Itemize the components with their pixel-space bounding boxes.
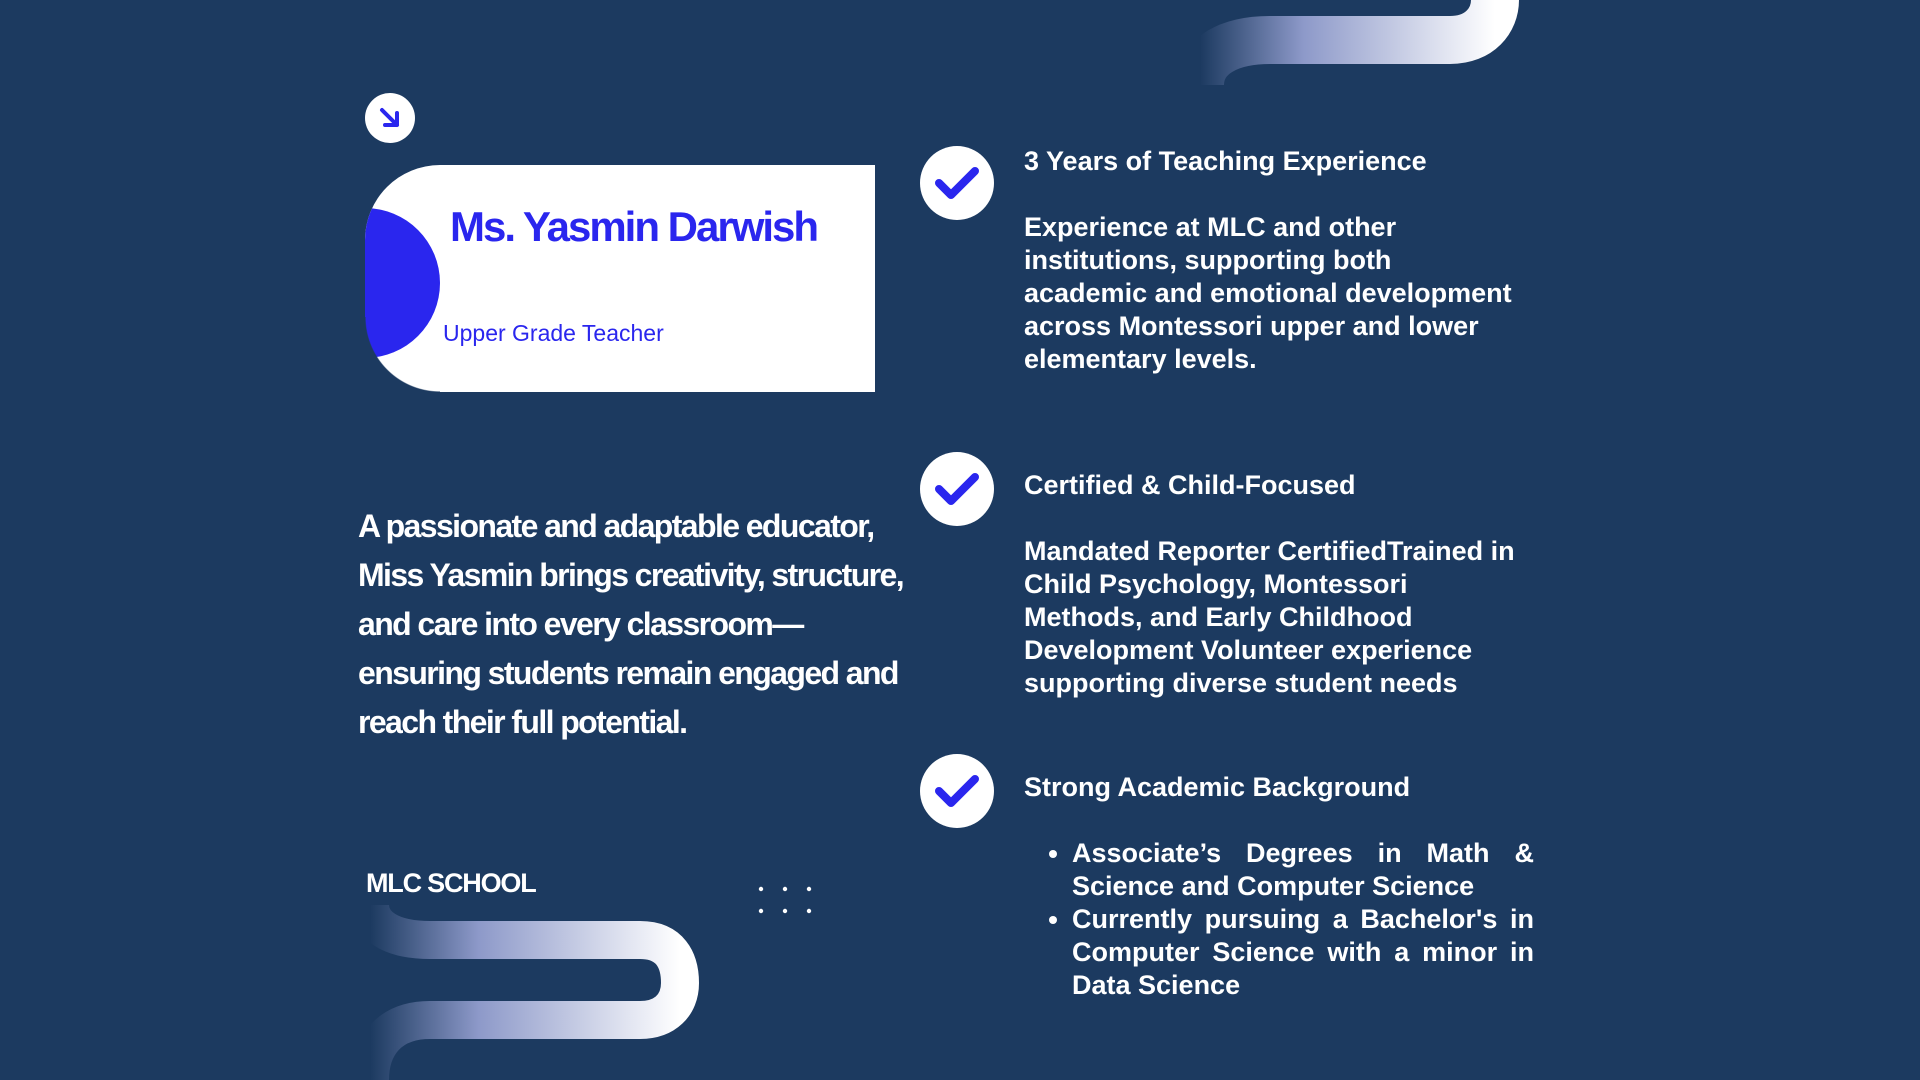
check-badge-certified: [920, 452, 994, 526]
decorative-swoosh-bottom: [360, 905, 710, 1080]
card-accent-semicircle: [365, 208, 440, 358]
feature-title-certified: Certified & Child-Focused: [1024, 470, 1356, 500]
check-icon: [934, 773, 980, 809]
teacher-name: Ms. Yasmin Darwish: [450, 203, 818, 250]
check-icon: [934, 165, 980, 201]
feature-desc-experience: Experience at MLC and other institutions, supporting both academic and emotional development across Montessori upper and lower elementary levels.: [1024, 212, 1512, 374]
list-item: • Currently pursuing a Bachelor's in Computer Science with a minor in Data Science: [1072, 903, 1534, 1002]
check-icon: [934, 471, 980, 507]
decorative-dots: [756, 884, 816, 920]
feature-desc-certified: Mandated Reporter CertifiedTrained in Child Psychology, Montessori Methods, and Early Childhood Development Volunteer experience supporting diverse student needs: [1024, 536, 1515, 698]
academic-bullet-list: [1024, 837, 1534, 1002]
feature-title-academic: Strong Academic Background: [1024, 772, 1411, 802]
arrow-down-right-icon: [375, 103, 405, 133]
feature-title-experience: 3 Years of Teaching Experience: [1024, 146, 1427, 176]
arrow-badge: [365, 93, 415, 143]
school-name: MLC SCHOOL: [366, 868, 536, 898]
list-item: • Associate’s Degrees in Math & Science and Computer Science: [1072, 837, 1534, 903]
check-badge-experience: [920, 146, 994, 220]
teacher-role: Upper Grade Teacher: [443, 320, 664, 346]
check-badge-academic: [920, 754, 994, 828]
bio-paragraph: A passionate and adaptable educator, Miss Yasmin brings creativity, structure, and care into every classroom—ensuring students remain engaged and reach their full potential.: [358, 508, 904, 740]
decorative-swoosh-top: [1190, 0, 1540, 90]
name-card: [365, 165, 875, 392]
